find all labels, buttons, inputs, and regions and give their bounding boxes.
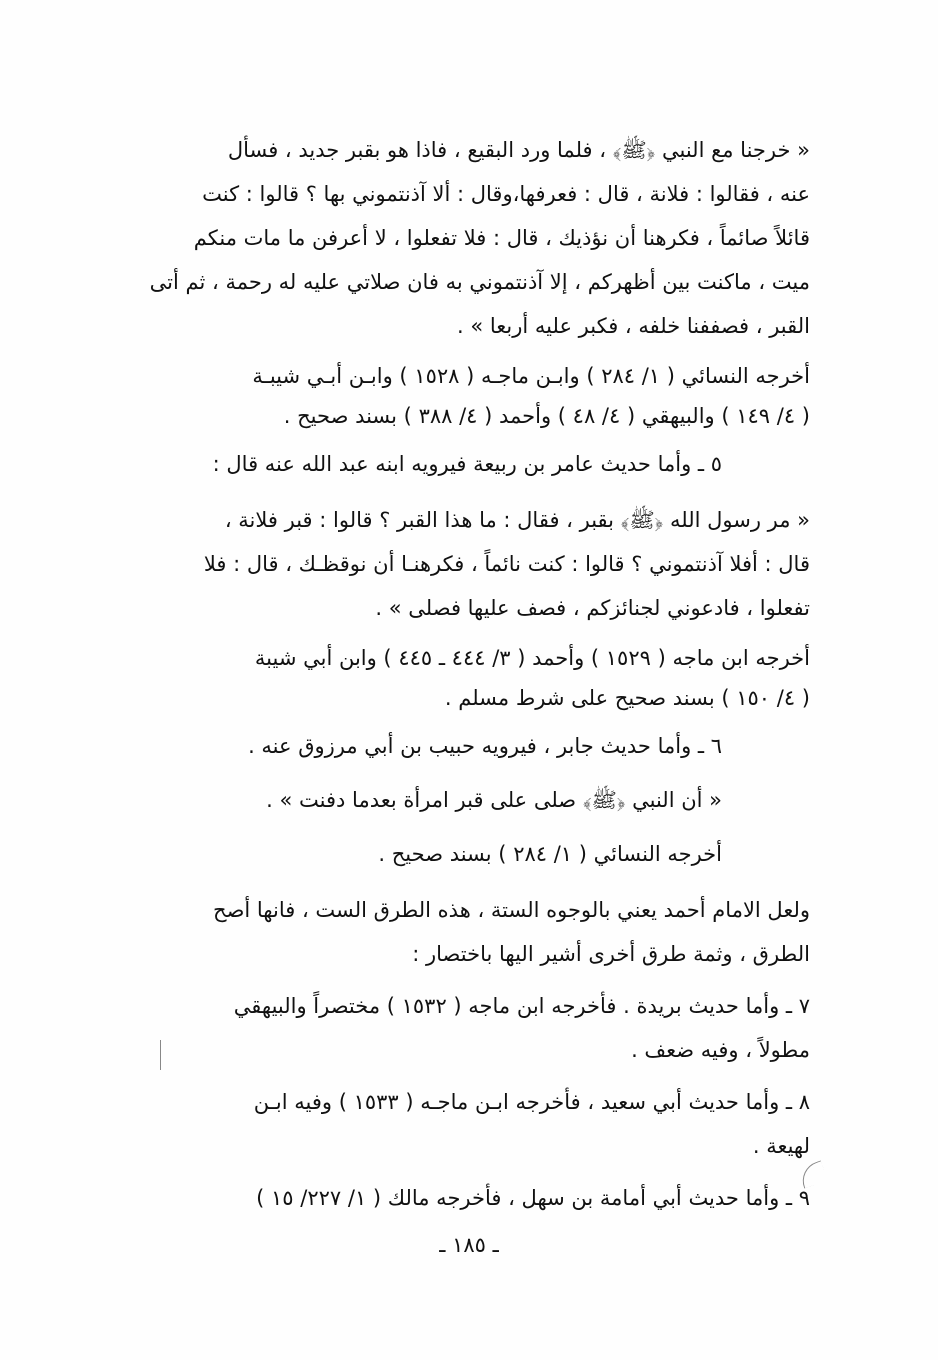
section-heading-6 <box>128 726 810 766</box>
section-9 <box>128 1176 810 1220</box>
commentary-paragraph <box>128 888 810 976</box>
citation-2 <box>128 638 810 718</box>
text-line: عنه ، فقالوا : فلانة ، قال : فعرفها،وقال : ألا آذنتموني بها ؟ قالوا : كنت <box>202 182 810 206</box>
text-line: ٦ ـ وأما حديث جابر ، فيرويه حبيب بن أبي مرزوق عنه . <box>248 734 722 758</box>
text-line: ٩ ـ وأما حديث أبي أمامة بن سهل ، فأخرجه مالك ( ١/ ٢٢٧/ ١٥ ) <box>256 1186 810 1210</box>
text-line: « مر رسول الله ﴿ﷺ﴾ بقبر ، فقال : ما هذا القبر ؟ قالوا : قبر فلانة ، <box>224 508 810 532</box>
section-8 <box>128 1080 810 1168</box>
text-line: أخرجه ابن ماجه ( ١٥٢٩ ) وأحمد ( ٣/ ٤٤٤ ـ ٤٤٥ ) وابن أبي شيبة <box>254 646 810 670</box>
text-line: مطولاً ، وفيه ضعف . <box>631 1038 810 1062</box>
hadith-quote-1 <box>128 128 810 348</box>
text-line: ٥ ـ وأما حديث عامر بن ربيعة فيرويه ابنه عبد الله عنه قال : <box>212 452 722 476</box>
citation-3 <box>128 834 810 874</box>
text-line: أخرجه النسائي ( ١/ ٢٨٤ ) بسند صحيح . <box>378 842 722 866</box>
text-line: « خرجنا مع النبي ﴿ﷺ﴾ ، فلما ورد البقيع ، فاذا هو بقبر جديد ، فسأل <box>227 138 810 162</box>
text-line: ٨ ـ وأما حديث أبي سعيد ، فأخرجه ابـن ماجـه ( ١٥٣٣ ) وفيه ابـن <box>253 1090 810 1114</box>
hadith-quote-2 <box>128 498 810 630</box>
text-line: ميت ، ماكنت بين أظهركم ، إلا آذنتموني به فان صلاتي عليه له رحمة ، ثم أتى <box>149 270 810 294</box>
hadith-quote-3 <box>128 780 810 820</box>
text-line: ٧ ـ وأما حديث بريدة . فأخرجه ابن ماجه ( ١٥٣٢ ) مختصراً والبيهقي <box>233 994 810 1018</box>
text-line: قائلاً صائماً ، فكرهنا أن نؤذيك ، قال : فلا تفعلوا ، لا أعرفن ما مات منكم <box>193 226 810 250</box>
text-line: تفعلوا ، فادعوني لجنائزكم ، فصف عليها فصلى » . <box>375 596 810 620</box>
section-7 <box>128 984 810 1072</box>
text-line: ( ٤/ ١٤٩ ) والبيهقي ( ٤/ ٤٨ ) وأحمد ( ٤/ ٣٨٨ ) بسند صحيح . <box>283 404 810 428</box>
citation-1 <box>128 356 810 436</box>
section-heading-5 <box>128 444 810 484</box>
text-line: ( ٤/ ١٥٠ ) بسند صحيح على شرط مسلم . <box>444 686 810 710</box>
page-number: ـ ١٨٥ ـ <box>439 1233 499 1257</box>
text-line: الطرق ، وثمة طرق أخرى أشير اليها باختصار : <box>412 942 810 966</box>
margin-mark <box>160 1040 161 1070</box>
text-line: أخرجه النسائي ( ١/ ٢٨٤ ) وابـن ماجـه ( ١٥٢٨ ) وابـن أبـي شيبـة <box>252 364 810 388</box>
text-line: ولعل الامام أحمد يعني بالوجوه الستة ، هذه الطرق الست ، فانها أصح <box>213 898 810 922</box>
text-line: قال : أفلا آذنتموني ؟ قالوا : كنت نائماً ، فكرهنـا أن نوقظـك ، قال : فلا <box>203 552 810 576</box>
text-line: القبر ، فصففنا خلفه ، فكبر عليه أربعا » . <box>457 314 810 338</box>
text-line: « أن النبي ﴿ﷺ﴾ صلى على قبر امرأة بعدما دفنت » . <box>266 788 722 812</box>
body-text <box>128 128 810 1220</box>
text-line: لهيعة . <box>752 1134 810 1158</box>
